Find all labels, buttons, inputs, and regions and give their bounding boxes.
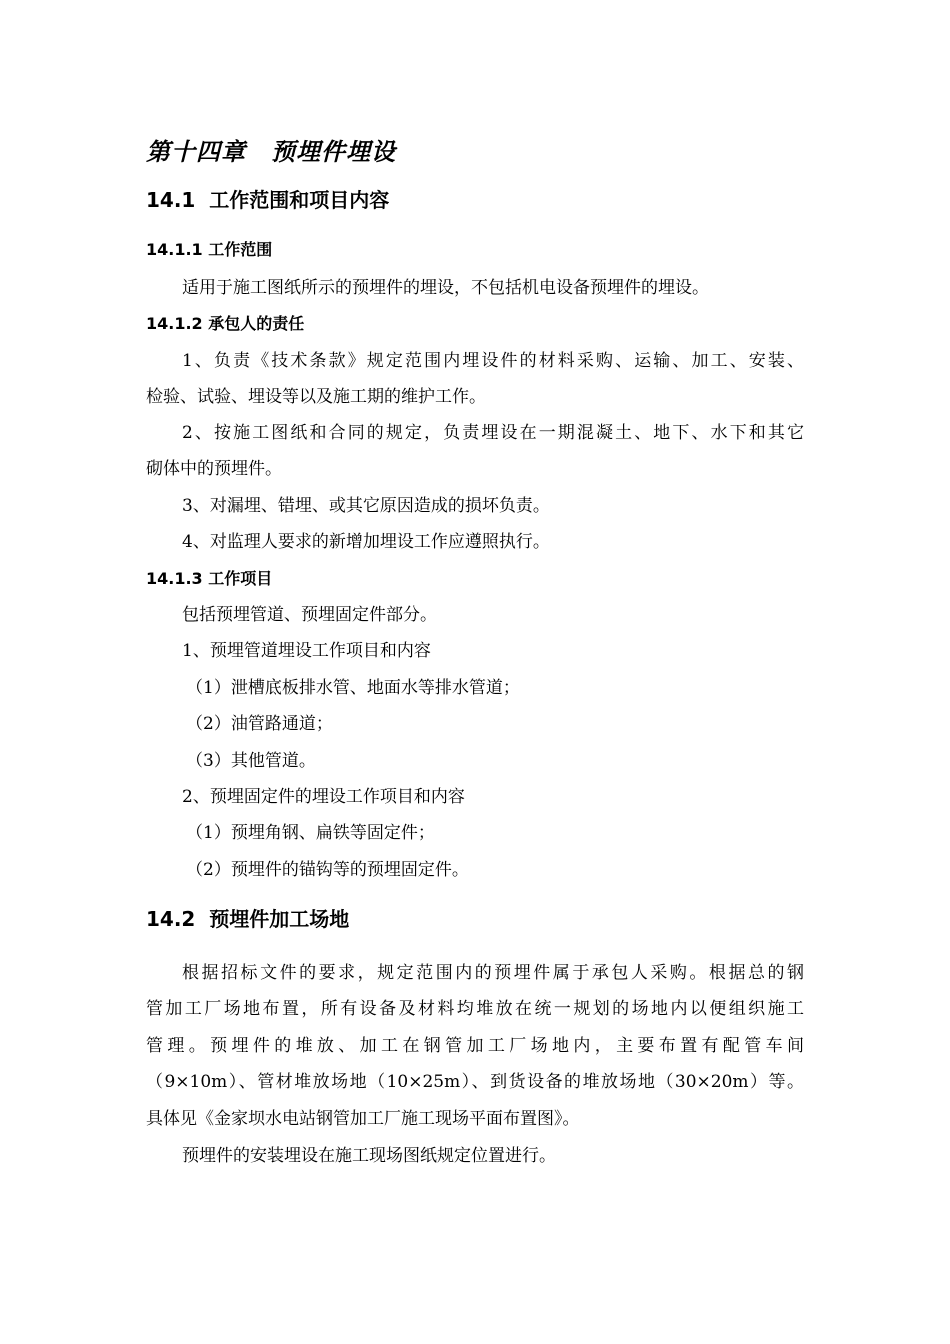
work-group-2-item-2: （2）预埋件的锚钩等的预埋固定件。 <box>186 860 469 880</box>
responsibility-item-2-line-1: 2、按施工图纸和合同的规定，负责埋设在一期混凝土、地下、水下和其它 <box>182 423 804 443</box>
work-group-1-item-2: （2）油管路通道； <box>186 714 333 734</box>
site-paragraph-line-1: 根据招标文件的要求，规定范围内的预埋件属于承包人采购。根据总的钢 <box>182 963 804 983</box>
work-group-2-title: 2、预埋固定件的埋设工作项目和内容 <box>182 787 465 807</box>
responsibility-item-4: 4、对监理人要求的新增加埋设工作应遵照执行。 <box>182 532 550 552</box>
work-group-1-item-3: （3）其他管道。 <box>186 751 316 771</box>
responsibility-item-2-line-2: 砌体中的预埋件。 <box>146 459 282 479</box>
chapter-title: 第十四章 预埋件埋设 <box>146 138 396 166</box>
work-items-intro: 包括预埋管道、预埋固定件部分。 <box>182 605 437 625</box>
subsection-heading-14-1-2: 14.1.2 承包人的责任 <box>146 314 305 333</box>
responsibility-item-1-line-1: 1、负责《技术条款》规定范围内埋设件的材料采购、运输、加工、安装、 <box>182 351 804 371</box>
installation-paragraph: 预埋件的安装埋设在施工现场图纸规定位置进行。 <box>182 1146 556 1166</box>
responsibility-item-1-line-2: 检验、试验、埋设等以及施工期的维护工作。 <box>146 387 486 407</box>
responsibility-item-3: 3、对漏埋、错埋、或其它原因造成的损坏负责。 <box>182 496 550 516</box>
section-heading-14-1: 14.1 工作范围和项目内容 <box>146 188 390 212</box>
site-paragraph-line-5: 具体见《金家坝水电站钢管加工厂施工现场平面布置图》。 <box>146 1109 580 1129</box>
subsection-heading-14-1-1: 14.1.1 工作范围 <box>146 240 273 259</box>
site-paragraph-line-2: 管加工厂场地布置，所有设备及材料均堆放在统一规划的场地内以便组织施工 <box>146 999 804 1019</box>
section-heading-14-2: 14.2 预埋件加工场地 <box>146 907 350 931</box>
paragraph-scope: 适用于施工图纸所示的预埋件的埋设，不包括机电设备预埋件的埋设。 <box>182 278 709 298</box>
site-paragraph-line-4: （9×10m）、管材堆放场地（10×25m）、到货设备的堆放场地（30×20m）等。 <box>146 1072 804 1092</box>
subsection-heading-14-1-3: 14.1.3 工作项目 <box>146 569 273 588</box>
work-group-2-item-1: （1）预埋角钢、扁铁等固定件； <box>186 823 435 843</box>
site-paragraph-line-3: 管理。预埋件的堆放、加工在钢管加工厂场地内，主要布置有配管车间 <box>146 1036 804 1056</box>
work-group-1-title: 1、预埋管道埋设工作项目和内容 <box>182 641 431 661</box>
work-group-1-item-1: （1）泄槽底板排水管、地面水等排水管道； <box>186 678 520 698</box>
